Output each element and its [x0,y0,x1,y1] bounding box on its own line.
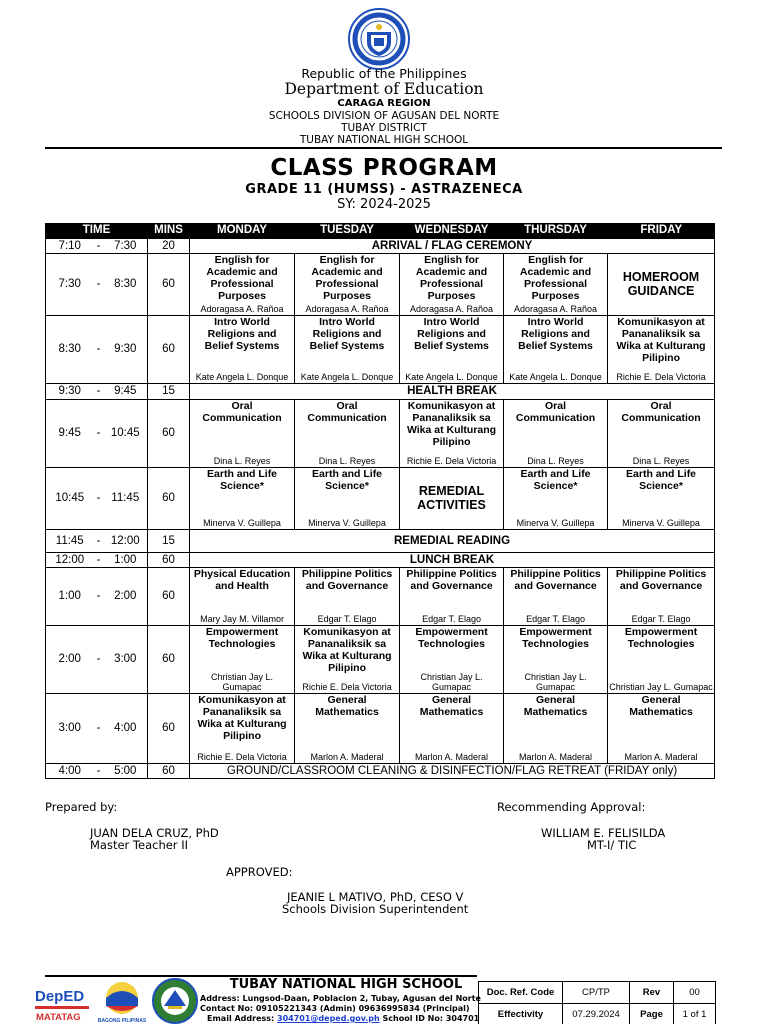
time-dash: - [94,238,104,253]
approved-name: JEANIE L MATIVO, PhD, CESO V [287,890,464,904]
subject-name: Earth and Life Science* [626,468,697,492]
time-end: 2:00 [104,567,148,625]
subject-name: Philippine Politics and Governance [301,568,393,592]
subject-cell-content [400,400,503,466]
teacher-name: Dina L. Reyes [632,456,690,466]
time-dash: - [94,467,104,529]
teacher-name: Kate Angela L. Donque [509,372,602,382]
teacher-name: Richie E. Dela Victoria [197,752,287,762]
prepared-name: JUAN DELA CRUZ, PhD [90,826,219,840]
time-end: 8:30 [104,253,148,315]
time-end: 11:45 [104,467,148,529]
time-start: 10:45 [46,467,94,529]
minutes-cell: 15 [148,383,190,399]
activity-span-cell: HEALTH BREAK [190,383,715,399]
time-start: 11:45 [46,529,94,552]
time-dash: - [94,253,104,315]
subject-name: Earth and Life Science* [207,468,278,492]
subject-cell-content [504,694,607,762]
teacher-name: Richie E. Dela Victoria [302,682,392,692]
class-schedule-table [45,223,715,779]
teacher-name: Adoragasa A. Rañoa [200,304,284,314]
footer-contact: Contact No: 09105221343 (Admin) 09636995834 (Principal) [200,1004,470,1013]
teacher-name: Kate Angela L. Donque [300,372,394,382]
subject-cell-content [504,400,607,466]
footer-email-line [207,1014,479,1023]
subject-cell [504,693,608,763]
subject-cell [400,467,504,529]
subject-name: Philippine Politics and Governance [615,568,707,592]
table-header-row [46,223,715,238]
time-start: 3:00 [46,693,94,763]
matatag-logo-text: MATATAG [36,1012,81,1023]
subject-cell-content [190,254,294,314]
subject-cell-content [504,468,607,528]
teacher-name: Kate Angela L. Donque [195,372,289,382]
subject-name: Earth and Life Science* [312,468,383,492]
subject-cell [608,625,715,693]
republic-line: Republic of the Philippines [301,66,467,81]
header-day: MONDAY [190,223,295,238]
subject-name: Komunikasyon at Pananaliksik sa Wika at Kulturang Pilipino [302,626,392,674]
subject-cell-content [608,468,714,528]
subject-cell-content [608,626,714,692]
subject-cell-content [400,254,503,314]
subject-cell [504,625,608,693]
section-title: GRADE 11 (HUMSS) - ASTRAZENECA [245,182,523,197]
teacher-name: Adoragasa A. Rañoa [514,304,598,314]
subject-cell-content [608,694,714,762]
subject-cell-content [190,316,294,382]
subject-name: Oral Communication [515,400,596,424]
time-dash: - [94,625,104,693]
subject-cell-content [400,316,503,382]
subject-cell [295,567,400,625]
minutes-cell: 60 [148,253,190,315]
teacher-name: Marlon A. Maderal [624,752,698,762]
teacher-name: Marlon A. Maderal [310,752,384,762]
time-dash: - [94,383,104,399]
subject-cell-content [504,316,607,382]
subject-cell [608,693,715,763]
subject-cell [608,315,715,383]
teacher-name: Edgar T. Elago [526,614,585,624]
page-label: Page [630,1004,674,1024]
table-row [46,567,715,625]
time-start: 8:30 [46,315,94,383]
subject-name: Intro World Religions and Belief Systems [518,316,593,352]
subject-name: Oral Communication [202,400,282,424]
schedule-body [46,238,715,778]
teacher-name: Christian Jay L. Gumapac [211,672,274,692]
subject-cell [400,567,504,625]
minutes-cell: 60 [148,763,190,778]
header-day: WEDNESDAY [400,223,504,238]
subject-name: Intro World Religions and Belief Systems [204,316,280,352]
subject-name: Komunikasyon at Pananaliksik sa Wika at Kulturang Pilipino [406,400,497,448]
time-dash: - [94,552,104,567]
page-value: 1 of 1 [674,1004,716,1024]
table-row [46,552,715,567]
subject-name: Physical Education and Health [193,568,291,592]
time-end: 9:45 [104,383,148,399]
doc-ref-label: Doc. Ref. Code [479,982,563,1004]
minutes-cell: 15 [148,529,190,552]
subject-cell [190,315,295,383]
teacher-name: Dina L. Reyes [318,456,376,466]
teacher-name: Minerva V. Guillepa [622,518,700,528]
footer-address: Address: Lungsod-Daan, Poblacion 2, Tubay, Agusan del Norte [200,994,481,1003]
prepared-title: Master Teacher II [90,838,188,852]
email-link[interactable]: 304701@deped.gov.ph [277,1014,380,1023]
subject-cell-content [295,254,399,314]
subject-cell [295,315,400,383]
subject-cell [295,625,400,693]
subject-cell-content [190,468,294,528]
subject-cell [504,399,608,467]
recommending-title: MT-I/ TIC [587,838,637,852]
teacher-name: Mary Jay M. Villamor [200,614,284,624]
subject-cell [295,253,400,315]
bagong-logo-text: BAGONG PILIPINAS [97,1018,147,1024]
subject-cell-content [295,468,399,528]
time-dash: - [94,399,104,467]
teacher-name: Minerva V. Guillepa [516,518,595,528]
subject-cell [190,253,295,315]
table-row [46,693,715,763]
subject-cell-content [504,568,607,624]
subject-name: General Mathematics [523,694,588,718]
subject-cell [608,567,715,625]
subject-cell [295,467,400,529]
table-row [46,315,715,383]
time-start: 4:00 [46,763,94,778]
teacher-name: Christian Jay L. Gumapac [609,682,713,692]
subject-cell-content [400,568,503,624]
subject-cell [504,467,608,529]
subject-cell-content [190,400,294,466]
header-divider [45,147,722,149]
subject-cell [504,253,608,315]
school-seal-icon [150,978,200,1024]
subject-name: REMEDIAL ACTIVITIES [417,484,486,512]
subject-name: Oral Communication [621,400,701,424]
prepared-label: Prepared by: [45,800,118,814]
school-id: School ID No: 304701 [382,1014,480,1023]
time-start: 2:00 [46,625,94,693]
minutes-cell: 60 [148,467,190,529]
subject-cell [400,625,504,693]
subject-cell [504,315,608,383]
district-name: TUBAY DISTRICT [341,122,427,134]
header-time: TIME [46,223,148,238]
subject-cell [295,399,400,467]
teacher-name: Marlon A. Maderal [415,752,489,762]
teacher-name: Edgar T. Elago [631,614,691,624]
subject-cell [190,567,295,625]
teacher-name: Adoragasa A. Rañoa [305,304,389,314]
subject-name: Komunikasyon at Pananaliksik sa Wika at Kulturang Pilipino [616,316,706,364]
subject-cell [295,693,400,763]
deped-matatag-logo-icon [33,985,93,1024]
table-row [46,399,715,467]
subject-name: Komunikasyon at Pananaliksik sa Wika at Kulturang Pilipino [197,694,287,742]
subject-cell [400,693,504,763]
subject-cell-content [295,316,399,382]
header-mins: MINS [148,223,190,238]
subject-name: General Mathematics [315,694,379,718]
minutes-cell: 60 [148,315,190,383]
time-end: 12:00 [104,529,148,552]
table-row [46,763,715,778]
subject-name: English for Academic and Professional Purposes [519,254,592,302]
subject-name: Earth and Life Science* [520,468,591,492]
time-dash: - [94,529,104,552]
subject-name: Empowerment Technologies [415,626,488,650]
subject-name: General Mathematics [629,694,693,718]
time-dash: - [94,693,104,763]
subject-cell [190,467,295,529]
time-end: 3:00 [104,625,148,693]
subject-cell-content [190,568,294,624]
subject-cell-content [400,626,503,692]
table-row [46,383,715,399]
subject-name: English for Academic and Professional Purposes [311,254,383,302]
subject-name: Philippine Politics and Governance [510,568,601,592]
subject-cell [400,315,504,383]
minutes-cell: 60 [148,567,190,625]
subject-name: English for Academic and Professional Purposes [415,254,488,302]
teacher-name: Adoragasa A. Rañoa [410,304,494,314]
effectivity-label: Effectivity [479,1004,563,1024]
subject-name: Empowerment Technologies [519,626,592,650]
teacher-name: Minerva V. Guillepa [203,518,281,528]
approved-title: Schools Division Superintendent [282,902,469,916]
subject-cell-content [295,626,399,692]
rev-label: Rev [630,982,674,1004]
minutes-cell: 60 [148,693,190,763]
minutes-cell: 60 [148,399,190,467]
department-name: Department of Education [284,80,484,98]
teacher-name: Edgar T. Elago [422,614,481,624]
teacher-name: Christian Jay L. Gumapac [524,672,587,692]
teacher-name: Richie E. Dela Victoria [406,456,497,466]
subject-cell-content [400,694,503,762]
activity-span-cell: REMEDIAL READING [190,529,715,552]
subject-name: Intro World Religions and Belief Systems [309,316,385,352]
subject-name: Philippine Politics and Governance [406,568,497,592]
rev-value: 00 [674,982,716,1004]
time-dash: - [94,315,104,383]
time-start: 1:00 [46,567,94,625]
time-start: 9:30 [46,383,94,399]
time-start: 7:10 [46,238,94,253]
subject-name: Oral Communication [307,400,387,424]
subject-cell [190,625,295,693]
deped-logo-text: DepED [35,988,85,1005]
page-title: CLASS PROGRAM [270,155,498,181]
subject-cell [400,399,504,467]
header-day: FRIDAY [608,223,715,238]
time-dash: - [94,763,104,778]
recommending-label: Recommending Approval: [497,800,646,814]
teacher-name: Marlon A. Maderal [519,752,593,762]
teacher-name: Dina L. Reyes [527,456,584,466]
subject-cell-content [190,626,294,692]
time-end: 1:00 [104,552,148,567]
header-day: TUESDAY [295,223,400,238]
subject-cell-content [608,400,714,466]
teacher-name: Minerva V. Guillepa [308,518,386,528]
subject-name: English for Academic and Professional Purposes [206,254,278,302]
teacher-name: Richie E. Dela Victoria [616,372,706,382]
footer-school-name: TUBAY NATIONAL HIGH SCHOOL [229,977,463,992]
document-reference-table [478,981,716,1024]
header-day: THURSDAY [504,223,608,238]
subject-name: HOMEROOM GUIDANCE [622,270,700,298]
region-name: CARAGA REGION [337,98,431,109]
subject-name: Empowerment Technologies [624,626,698,650]
approved-label: APPROVED: [226,865,293,879]
teacher-name: Edgar T. Elago [317,614,377,624]
bagong-pilipinas-logo-icon [96,980,148,1024]
time-start: 7:30 [46,253,94,315]
time-end: 10:45 [104,399,148,467]
effectivity-value: 07.29.2024 [563,1004,630,1024]
subject-cell-content [504,626,607,692]
subject-cell [504,567,608,625]
subject-cell [400,253,504,315]
subject-cell-content [295,568,399,624]
time-end: 7:30 [104,238,148,253]
subject-name: Empowerment Technologies [205,626,279,650]
subject-cell [608,467,715,529]
division-name: SCHOOLS DIVISION OF AGUSAN DEL NORTE [268,110,500,122]
teacher-name: Christian Jay L. Gumapac [420,672,483,692]
subject-name: General Mathematics [419,694,484,718]
subject-cell-content [504,254,607,314]
email-label: Email Address: [207,1014,275,1023]
time-start: 12:00 [46,552,94,567]
table-row [46,467,715,529]
subject-name: Intro World Religions and Belief Systems [414,316,489,352]
activity-span-cell: LUNCH BREAK [190,552,715,567]
activity-span-cell: ARRIVAL / FLAG CEREMONY [190,238,715,253]
time-end: 4:00 [104,693,148,763]
deped-seal-icon [341,8,417,70]
teacher-name: Dina L. Reyes [213,456,271,466]
time-end: 9:30 [104,315,148,383]
school-name: TUBAY NATIONAL HIGH SCHOOL [299,134,469,146]
minutes-cell: 20 [148,238,190,253]
subject-cell-content [608,568,714,624]
recommending-name: WILLIAM E. FELISILDA [541,826,666,840]
table-row [46,625,715,693]
subject-cell-content [295,694,399,762]
teacher-name: Kate Angela L. Donque [405,372,498,382]
table-row [46,238,715,253]
subject-cell [608,253,715,315]
subject-cell [190,693,295,763]
time-end: 5:00 [104,763,148,778]
subject-cell-content [190,694,294,762]
minutes-cell: 60 [148,625,190,693]
subject-cell-content [295,400,399,466]
subject-cell [608,399,715,467]
school-year: SY: 2024-2025 [337,197,431,212]
activity-span-cell: GROUND/CLASSROOM CLEANING & DISINFECTION/FLAG RETREAT (FRIDAY only) [190,763,715,778]
subject-cell [190,399,295,467]
table-row [46,253,715,315]
minutes-cell: 60 [148,552,190,567]
doc-ref-value: CP/TP [563,982,630,1004]
time-dash: - [94,567,104,625]
table-row [46,529,715,552]
time-start: 9:45 [46,399,94,467]
subject-cell-content [608,316,714,382]
